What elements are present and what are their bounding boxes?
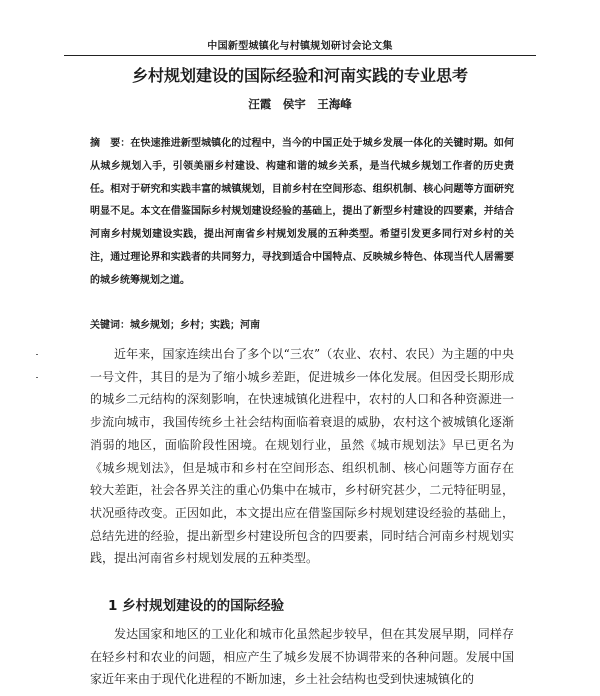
keywords xyxy=(90,316,514,331)
running-header: 中国新型城镇化与村镇规划研讨会论文集 xyxy=(64,37,536,56)
keywords-text: 城乡规划；乡村；实践；河南 xyxy=(130,320,260,331)
intro-paragraph: 近年来，国家连续出台了多个以“三农”（农业、农村、农民）为主题的中央一号文件，其目的是为了缩小城乡差距，促进城乡一体化发展。但因受长期形成的城乡二元结构的深刻影响，在快速城镇化进程中，农村的人口和各种资源进一步流向城市，我国传统乡土社会结构面临着衰退的威胁，农村这个被城镇化逐渐消弱的地区，面临阶段性困境。在规划行业，虽然《城市规划法》早已更名为《城乡规划法》，但是城市和乡村在空间形态、组织机制、核心问题等方面存在较大差距，社会各界关注的重心仍集中在城市，乡村研究甚少，二元特征明显，状况亟待改变。正因如此，本文提出应在借鉴国际乡村规划建设经验的基础上，总结先进的经验，提出新型乡村建设所包含的四要素，同时结合河南乡村规划实践，提出河南省乡村规划发展的五种类型。 xyxy=(90,347,514,566)
keywords-label: 关键词： xyxy=(90,320,130,331)
paper-title: 乡村规划建设的国际经验和河南实践的专业思考 xyxy=(131,66,468,85)
margin-mark xyxy=(36,377,38,378)
abstract-text: 在快速推进新型城镇化的过程中，当今的中国正处于城乡发展一体化的关键时期。如何从城乡规划入手，引领美丽乡村建设、构建和谐的城乡关系，是当代城乡规划工作者的历史责任。相对于研究和实践丰富的城镇规划，目前乡村在空间形态、组织机制、核心问题等方面研究明显不足。本文在借鉴国际乡村规划建设经验的基础上，提出了新型乡村建设的四要素，并结合河南乡村规划建设实践，提出河南省乡村规划发展的五种类型。希望引发更多同行对乡村的关注，通过理论界和实践者的共同努力，寻找到适合中国特点、反映城乡特色、体现当代人居需要的城乡统筹规划之道。 xyxy=(90,138,514,286)
abstract-label: 摘 要： xyxy=(90,138,131,149)
margin-mark xyxy=(36,354,38,355)
authors: 汪霞 侯宇 王海峰 xyxy=(248,97,352,111)
section-heading: 1 乡村规划建设的的国际经验 xyxy=(108,598,285,614)
abstract xyxy=(90,133,514,293)
section-paragraph: 发达国家和地区的工业化和城市化虽然起步较早，但在其发展早期，同样存在轻乡村和农业的问题，相应产生了城乡发展不协调带来的各种问题。发展中国家近年来由于现代化进程的不断加速，乡土社会结构也受到快速城镇化的 xyxy=(90,627,514,687)
